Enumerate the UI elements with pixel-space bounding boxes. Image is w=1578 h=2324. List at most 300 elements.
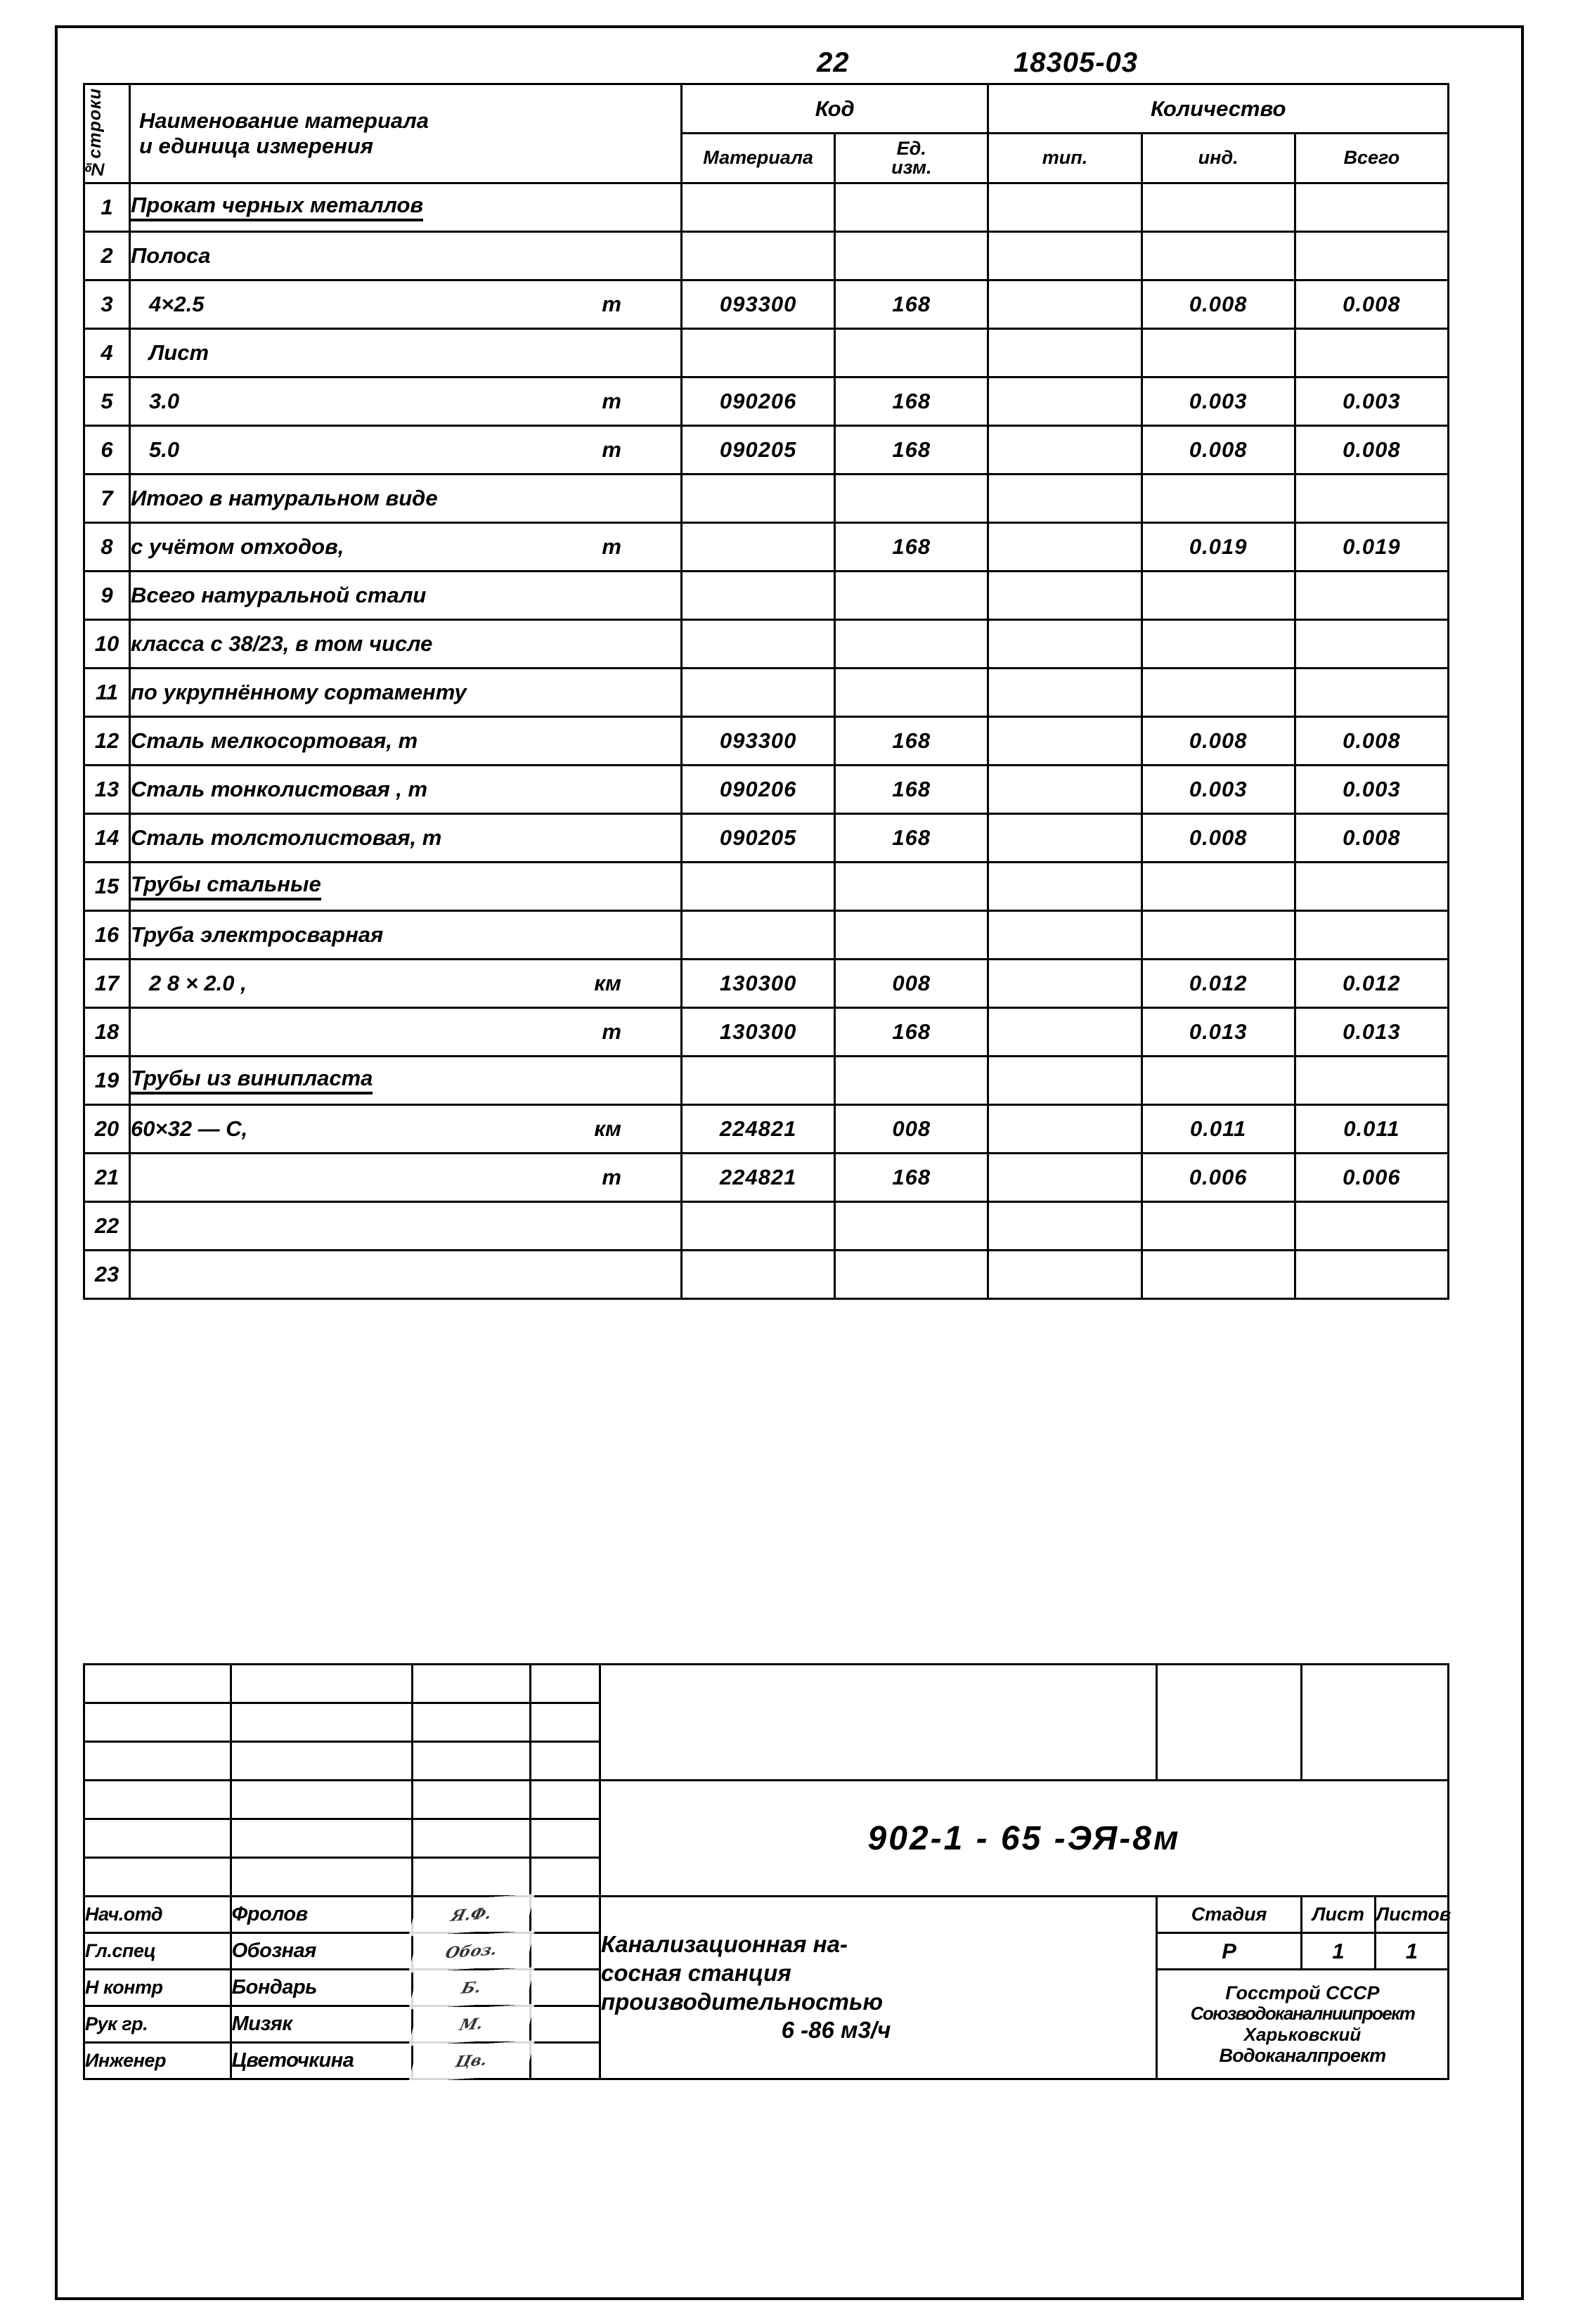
table-row	[84, 862, 1449, 910]
stamp-cell	[530, 1858, 600, 1897]
material-name: Труба электросварная	[131, 922, 384, 947]
stamp-blank-row	[84, 1781, 1449, 1819]
stamp-cell	[84, 1742, 231, 1781]
sheets-value: 1	[1375, 1933, 1448, 1970]
material-name: по укрупнённому сортаменту	[131, 679, 467, 704]
qty-tip	[988, 1201, 1142, 1250]
row-number: 8	[84, 522, 130, 571]
table-row	[84, 813, 1449, 862]
unit-code	[835, 668, 988, 716]
material-code: 090206	[682, 765, 835, 813]
qty-tip	[988, 716, 1142, 765]
row-number: 17	[84, 959, 130, 1007]
material-name-cell	[130, 1201, 682, 1250]
qty-tip	[988, 522, 1142, 571]
stamp-cell	[530, 1781, 600, 1819]
organization-line4: Водоканалпроект	[1219, 2044, 1386, 2066]
signature-mark: Цв.	[407, 2039, 536, 2084]
material-unit: км	[594, 970, 621, 995]
sheet-value: 1	[1302, 1933, 1375, 1970]
drawing-code: 18305-03	[1014, 47, 1139, 78]
table-head	[84, 84, 1449, 183]
table-row	[84, 425, 1449, 474]
table-row	[84, 765, 1449, 813]
row-number: 15	[84, 862, 130, 910]
material-name-cell	[130, 425, 682, 474]
unit-code: 168	[835, 280, 988, 328]
table-row	[84, 522, 1449, 571]
specification-table	[83, 83, 1449, 1300]
material-name: Всего натуральной стали	[131, 582, 427, 607]
row-number: 19	[84, 1056, 130, 1104]
qty-total	[1295, 1250, 1448, 1298]
qty-ind	[1142, 668, 1295, 716]
qty-tip	[988, 862, 1142, 910]
material-name: 2 8 × 2.0 ,	[149, 970, 247, 995]
material-unit: т	[602, 1164, 621, 1189]
material-unit: т	[602, 388, 621, 413]
material-name-cell	[130, 813, 682, 862]
stamp-cell	[231, 1703, 413, 1742]
material-name: Трубы из винипласта	[131, 1066, 373, 1095]
signature-mark: М.	[407, 2002, 536, 2047]
organization-line2: Союзводоканалниипроект	[1190, 2003, 1415, 2025]
table-row	[84, 1153, 1449, 1201]
qty-total	[1295, 1056, 1448, 1104]
qty-ind: 0.003	[1142, 377, 1295, 425]
material-code	[682, 474, 835, 522]
row-number: 1	[84, 183, 130, 231]
table-row	[84, 474, 1449, 522]
table-row	[84, 716, 1449, 765]
qty-total	[1295, 474, 1448, 522]
table-row	[84, 910, 1449, 959]
qty-tip	[988, 668, 1142, 716]
qty-ind: 0.008	[1142, 813, 1295, 862]
material-code	[682, 1201, 835, 1250]
sheets-header-label: Листов	[1375, 1897, 1448, 1933]
qty-total: 0.013	[1295, 1007, 1448, 1056]
stage-header: Стадия	[1156, 1897, 1301, 1933]
qty-total	[1295, 910, 1448, 959]
material-code: 224821	[682, 1153, 835, 1201]
row-number: 10	[84, 619, 130, 668]
qty-ind: 0.008	[1142, 425, 1295, 474]
object-title-line3: производительностью	[600, 1988, 883, 2015]
qty-tip	[988, 910, 1142, 959]
object-title	[600, 1897, 1156, 2079]
unit-code	[835, 571, 988, 619]
code-material-header: Материала	[682, 134, 835, 183]
material-name: класса с 38/23, в том числе	[131, 631, 433, 656]
stamp-cell	[530, 1742, 600, 1781]
qty-total: 0.008	[1295, 716, 1448, 765]
qty-tip	[988, 959, 1142, 1007]
qty-ind	[1142, 619, 1295, 668]
material-name-cell	[130, 668, 682, 716]
material-name: Полоса	[131, 243, 211, 268]
signature-name: Фролов	[231, 1897, 413, 1933]
material-code: 093300	[682, 716, 835, 765]
qty-tip	[988, 377, 1142, 425]
qty-total	[1295, 231, 1448, 280]
qty-ind	[1142, 183, 1295, 231]
qty-ind: 0.011	[1142, 1104, 1295, 1153]
material-code: 130300	[682, 959, 835, 1007]
signature-date	[530, 1970, 600, 2006]
qty-total: 0.011	[1295, 1104, 1448, 1153]
material-code: 090205	[682, 425, 835, 474]
material-code	[682, 1056, 835, 1104]
table-row	[84, 183, 1449, 231]
unit-code: 168	[835, 377, 988, 425]
material-code: 090205	[682, 813, 835, 862]
material-name-cell	[130, 328, 682, 377]
stage-value: Р	[1156, 1933, 1301, 1970]
signature-row	[84, 1897, 1449, 1933]
material-name-cell	[130, 280, 682, 328]
row-number: 14	[84, 813, 130, 862]
stamp-blank-row	[84, 1665, 1449, 1703]
qty-ind: 0.013	[1142, 1007, 1295, 1056]
qty-ind	[1142, 1250, 1295, 1298]
row-number-header	[84, 84, 130, 183]
object-title-line1: Канализационная на-	[600, 1930, 848, 1957]
qty-total: 0.008	[1295, 280, 1448, 328]
qty-total	[1295, 571, 1448, 619]
material-name-cell	[130, 619, 682, 668]
stamp-cell	[413, 1742, 530, 1781]
material-name-cell	[130, 183, 682, 231]
material-name: Прокат черных металлов	[131, 193, 423, 221]
stamp-cell	[84, 1858, 231, 1897]
stamp-cell	[413, 1819, 530, 1858]
qty-ind	[1142, 1201, 1295, 1250]
qty-total	[1295, 1201, 1448, 1250]
qty-total: 0.012	[1295, 959, 1448, 1007]
material-code	[682, 668, 835, 716]
stamp-cell	[530, 1819, 600, 1858]
header-row-1	[84, 84, 1449, 134]
qty-ind	[1142, 1056, 1295, 1104]
table-row	[84, 1201, 1449, 1250]
material-code	[682, 522, 835, 571]
signature-mark: Обоз.	[407, 1929, 536, 1974]
code-unit-line2: изм.	[891, 156, 932, 178]
material-name-cell	[130, 474, 682, 522]
row-number: 2	[84, 231, 130, 280]
material-name-cell	[130, 1007, 682, 1056]
table-row	[84, 1104, 1449, 1153]
name-header-line1: Наименование материала	[139, 108, 429, 133]
material-code	[682, 183, 835, 231]
object-title-line4: 6 -86 м3/ч	[781, 2017, 891, 2044]
row-number: 13	[84, 765, 130, 813]
table-row	[84, 668, 1449, 716]
qty-total: 0.008	[1295, 425, 1448, 474]
qty-ind	[1142, 328, 1295, 377]
unit-code	[835, 1250, 988, 1298]
table-row	[84, 959, 1449, 1007]
signature-role: Н контр	[84, 1970, 231, 2006]
table-row	[84, 571, 1449, 619]
material-code: 093300	[682, 280, 835, 328]
unit-code: 168	[835, 522, 988, 571]
qty-total	[1295, 619, 1448, 668]
signature-mark: Б.	[407, 1965, 536, 2010]
signature-role: Инженер	[84, 2043, 231, 2079]
stamp-cell	[231, 1781, 413, 1819]
qty-ind	[1142, 862, 1295, 910]
row-number: 21	[84, 1153, 130, 1201]
row-number: 4	[84, 328, 130, 377]
code-unit-header	[835, 134, 988, 183]
stamp-cell	[413, 1858, 530, 1897]
qty-total	[1295, 328, 1448, 377]
qty-ind: 0.008	[1142, 280, 1295, 328]
material-code	[682, 1250, 835, 1298]
table-row	[84, 1250, 1449, 1298]
row-number: 5	[84, 377, 130, 425]
code-column-header: Код	[682, 84, 988, 134]
quantity-ind-header: инд.	[1142, 134, 1295, 183]
organization-block	[1156, 1970, 1448, 2079]
signature-name: Цветочкина	[231, 2043, 413, 2079]
material-name-cell	[130, 765, 682, 813]
unit-code	[835, 328, 988, 377]
material-name: Сталь мелкосортовая, т	[131, 728, 418, 753]
signature-name: Обозная	[231, 1933, 413, 1970]
table-row	[84, 1056, 1449, 1104]
material-name: Трубы стальные	[131, 872, 321, 900]
sheet-header	[58, 37, 1521, 80]
signature-role: Гл.спец	[84, 1933, 231, 1970]
table-row	[84, 377, 1449, 425]
signature-mark: Я.Ф.	[407, 1892, 536, 1937]
row-number: 3	[84, 280, 130, 328]
qty-ind: 0.012	[1142, 959, 1295, 1007]
qty-ind	[1142, 910, 1295, 959]
qty-total	[1295, 668, 1448, 716]
unit-code	[835, 1201, 988, 1250]
row-number: 16	[84, 910, 130, 959]
stamp-cell	[231, 1665, 413, 1703]
stamp-cell	[530, 1703, 600, 1742]
material-name: 4×2.5	[149, 291, 205, 316]
unit-code	[835, 183, 988, 231]
material-code: 090206	[682, 377, 835, 425]
unit-code: 168	[835, 813, 988, 862]
signature-name: Мизяк	[231, 2006, 413, 2043]
signature-name: Бондарь	[231, 1970, 413, 2006]
stamp-cell	[413, 1665, 530, 1703]
unit-code	[835, 862, 988, 910]
unit-code: 168	[835, 425, 988, 474]
qty-ind	[1142, 231, 1295, 280]
table-row	[84, 280, 1449, 328]
table-row	[84, 619, 1449, 668]
qty-ind: 0.008	[1142, 716, 1295, 765]
signature-date	[530, 2006, 600, 2043]
material-name-cell	[130, 377, 682, 425]
table-row	[84, 231, 1449, 280]
qty-total	[1295, 862, 1448, 910]
organization-line3: Харьковский	[1243, 2023, 1362, 2045]
quantity-tip-header: тип.	[988, 134, 1142, 183]
unit-code: 168	[835, 1153, 988, 1201]
unit-code	[835, 231, 988, 280]
qty-ind: 0.019	[1142, 522, 1295, 571]
material-name-cell	[130, 231, 682, 280]
object-title-line2: сосная станция	[600, 1959, 791, 1986]
qty-total: 0.006	[1295, 1153, 1448, 1201]
qty-tip	[988, 813, 1142, 862]
stamp-cell	[1156, 1665, 1301, 1781]
qty-tip	[988, 619, 1142, 668]
qty-tip	[988, 1056, 1142, 1104]
title-block	[83, 1663, 1449, 2080]
material-name-cell	[130, 910, 682, 959]
signature-role: Рук гр.	[84, 2006, 231, 2043]
qty-ind: 0.006	[1142, 1153, 1295, 1201]
row-number-label: №строки	[85, 88, 105, 179]
quantity-total-header: Всего	[1295, 134, 1448, 183]
page-number: 22	[817, 47, 850, 78]
material-name-cell	[130, 571, 682, 619]
material-name: с учётом отходов,	[131, 534, 344, 559]
material-code	[682, 910, 835, 959]
row-number: 9	[84, 571, 130, 619]
material-name: 5.0	[149, 437, 180, 462]
material-unit: т	[602, 1019, 621, 1044]
qty-tip	[988, 571, 1142, 619]
qty-total: 0.003	[1295, 765, 1448, 813]
drawing-number: 902-1 - 65 -ЭЯ-8м	[600, 1781, 1448, 1897]
signature-role: Нач.отд	[84, 1897, 231, 1933]
material-unit: т	[602, 534, 621, 559]
row-number: 20	[84, 1104, 130, 1153]
organization-line1: Госстрой СССР	[1225, 1982, 1380, 2004]
row-number: 6	[84, 425, 130, 474]
material-name: 60×32 — С,	[131, 1116, 248, 1141]
stamp-cell	[231, 1742, 413, 1781]
qty-ind	[1142, 571, 1295, 619]
material-name-cell	[130, 862, 682, 910]
stamp-cell	[1302, 1665, 1449, 1781]
row-number: 12	[84, 716, 130, 765]
unit-code: 008	[835, 1104, 988, 1153]
stamp-cell	[413, 1781, 530, 1819]
qty-tip	[988, 1104, 1142, 1153]
qty-ind: 0.003	[1142, 765, 1295, 813]
row-number: 22	[84, 1201, 130, 1250]
stamp-cell	[231, 1858, 413, 1897]
material-code: 130300	[682, 1007, 835, 1056]
material-code	[682, 231, 835, 280]
stamp-cell	[231, 1819, 413, 1858]
material-unit: т	[602, 437, 621, 462]
material-unit: км	[594, 1116, 621, 1141]
unit-code: 168	[835, 1007, 988, 1056]
row-number: 23	[84, 1250, 130, 1298]
qty-total	[1295, 183, 1448, 231]
signature-date	[530, 1933, 600, 1970]
material-name-cell	[130, 1250, 682, 1298]
qty-tip	[988, 280, 1142, 328]
unit-code	[835, 619, 988, 668]
material-name: 3.0	[149, 388, 180, 413]
material-unit: т	[602, 291, 621, 316]
quantity-column-header: Количество	[988, 84, 1449, 134]
qty-tip	[988, 328, 1142, 377]
stamp-cell	[84, 1665, 231, 1703]
stamp-cell	[84, 1781, 231, 1819]
qty-total: 0.008	[1295, 813, 1448, 862]
material-code	[682, 862, 835, 910]
qty-tip	[988, 474, 1142, 522]
qty-tip	[988, 231, 1142, 280]
material-name-cell	[130, 716, 682, 765]
stamp-cell	[413, 1703, 530, 1742]
row-number: 11	[84, 668, 130, 716]
material-code	[682, 619, 835, 668]
material-name-cell	[130, 522, 682, 571]
unit-code: 168	[835, 765, 988, 813]
qty-tip	[988, 1153, 1142, 1201]
unit-code: 168	[835, 716, 988, 765]
material-code: 224821	[682, 1104, 835, 1153]
qty-total: 0.019	[1295, 522, 1448, 571]
stamp-cell	[84, 1703, 231, 1742]
qty-total: 0.003	[1295, 377, 1448, 425]
unit-code	[835, 910, 988, 959]
unit-code	[835, 1056, 988, 1104]
qty-tip	[988, 765, 1142, 813]
qty-ind	[1142, 474, 1295, 522]
material-code	[682, 571, 835, 619]
sheet-header-label: Лист	[1302, 1897, 1375, 1933]
signature-date	[530, 1897, 600, 1933]
material-name: Сталь толстолистовая, т	[131, 825, 442, 850]
table-row	[84, 1007, 1449, 1056]
material-name-cell	[130, 1104, 682, 1153]
qty-tip	[988, 425, 1142, 474]
name-header-line2: и единица измерения	[139, 133, 374, 158]
stamp-cell	[84, 1819, 231, 1858]
qty-tip	[988, 1250, 1142, 1298]
material-name-cell	[130, 1056, 682, 1104]
material-name-cell	[130, 1153, 682, 1201]
stamp-cell	[530, 1665, 600, 1703]
material-name-cell	[130, 959, 682, 1007]
material-name: Сталь тонколистовая , т	[131, 776, 428, 801]
name-column-header	[130, 84, 682, 183]
unit-code	[835, 474, 988, 522]
signature-date	[530, 2043, 600, 2079]
qty-tip	[988, 1007, 1142, 1056]
code-unit-line1: Ед.	[896, 137, 926, 159]
material-name: Итого в натуральном виде	[131, 485, 438, 510]
row-number: 18	[84, 1007, 130, 1056]
unit-code: 008	[835, 959, 988, 1007]
qty-tip	[988, 183, 1142, 231]
material-name: Лист	[149, 340, 209, 365]
table-row	[84, 328, 1449, 377]
stamp-cell	[600, 1665, 1156, 1781]
material-code	[682, 328, 835, 377]
table-body	[84, 183, 1449, 1298]
row-number: 7	[84, 474, 130, 522]
